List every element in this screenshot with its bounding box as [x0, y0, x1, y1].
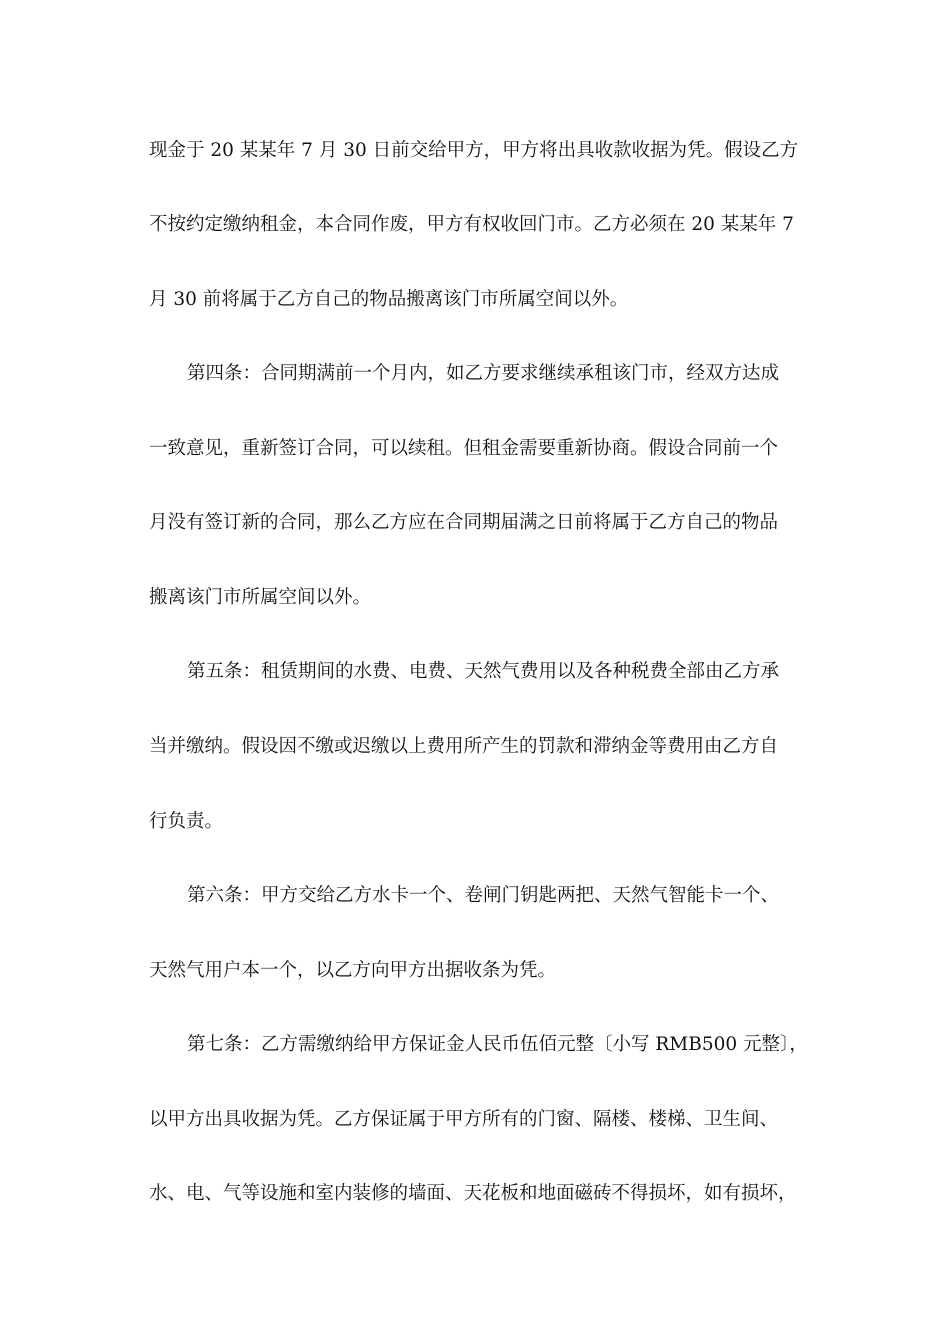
text-line: 月没有签订新的合同，那么乙方应在合同期届满之日前将属于乙方自己的物品	[149, 512, 779, 533]
text-line: 不按约定缴纳租金，本合同作废，甲方有权收回门市。乙方必须在 20 某某年 7	[149, 214, 794, 235]
text-line: 一致意见，重新签订合同，可以续租。但租金需要重新协商。假设合同前一个	[149, 438, 779, 459]
text-line: 行负责。	[149, 811, 224, 832]
text-line: 水、电、气等设施和室内装修的墙面、天花板和地面磁砖不得损坏，如有损坏，	[149, 1183, 797, 1204]
paragraph-start-article-7: 第七条：乙方需缴纳给甲方保证金人民币伍佰元整〔小写 RMB500 元整〕，	[187, 1034, 808, 1055]
paragraph-start-article-6: 第六条：甲方交给乙方水卡一个、卷闸门钥匙两把、天然气智能卡一个、	[187, 885, 780, 906]
text-line: 月 30 前将属于乙方自己的物品搬离该门市所属空间以外。	[149, 289, 629, 310]
paragraph-start-article-5: 第五条：租赁期间的水费、电费、天然气费用以及各种税费全部由乙方承	[187, 661, 780, 682]
text-line: 天然气用户本一个，以乙方向甲方出据收条为凭。	[149, 960, 557, 981]
paragraph-start-article-4: 第四条：合同期满前一个月内，如乙方要求继续承租该门市，经双方达成	[187, 363, 780, 384]
text-line: 搬离该门市所属空间以外。	[149, 587, 372, 608]
text-line: 以甲方出具收据为凭。乙方保证属于甲方所有的门窗、隔楼、楼梯、卫生间、	[149, 1109, 779, 1130]
text-line: 现金于 20 某某年 7 月 30 日前交给甲方，甲方将出具收款收据为凭。假设乙方	[149, 140, 799, 161]
text-line: 当并缴纳。假设因不缴或迟缴以上费用所产生的罚款和滞纳金等费用由乙方自	[149, 736, 779, 757]
